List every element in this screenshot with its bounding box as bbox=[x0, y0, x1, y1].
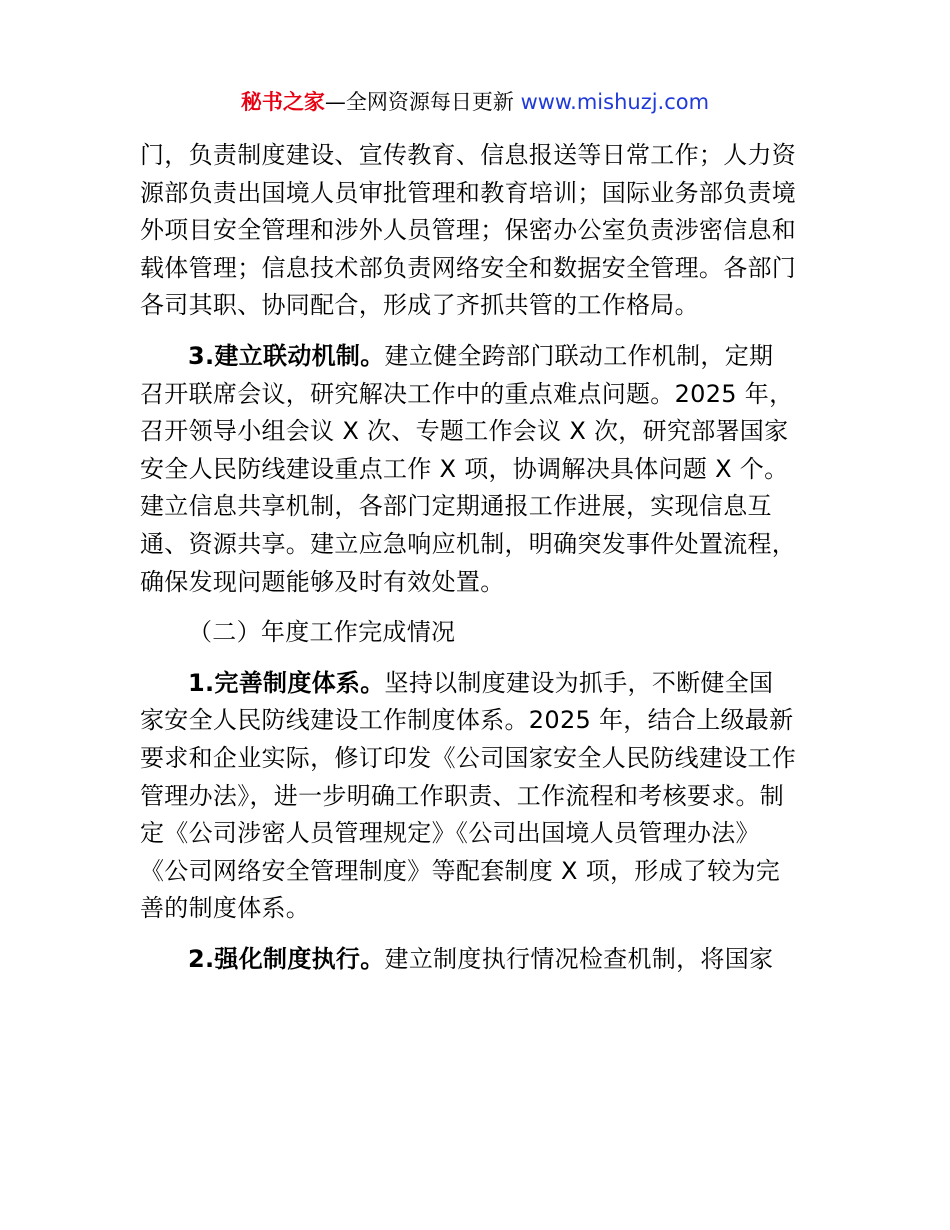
text-line: 各司其职、协同配合，形成了齐抓共管的工作格局。 bbox=[140, 291, 699, 320]
text-line: 善的制度体系。 bbox=[140, 894, 311, 923]
text-line: 《公司网络安全管理制度》等配套制度 X 项，形成了较为完 bbox=[140, 856, 781, 885]
paragraph bbox=[140, 941, 812, 979]
paragraph-first-line bbox=[140, 338, 812, 376]
header-tagline: —全网资源每日更新 bbox=[324, 90, 521, 114]
text-line: 建立信息共享机制，各部门定期通报工作进展，实现信息互 bbox=[140, 492, 772, 521]
text-line: 召开联席会议，研究解决工作中的重点难点问题。2025 年， bbox=[140, 379, 794, 408]
paragraph-heading: 3.建立联动机制。 bbox=[188, 341, 385, 370]
section-heading: （二）年度工作完成情况 bbox=[188, 618, 456, 647]
paragraph-heading: 2.强化制度执行。 bbox=[188, 944, 385, 973]
text-line: 管理办法》，进一步明确工作职责、工作流程和考核要求。制 bbox=[140, 781, 785, 810]
text-span: 建立制度执行情况检查机制，将国家 bbox=[384, 944, 774, 973]
document-body bbox=[140, 137, 812, 978]
text-line: 召开领导小组会议 X 次、专题工作会议 X 次，研究部署国家 bbox=[140, 417, 789, 446]
text-line: 源部负责出国境人员审批管理和教育培训；国际业务部负责境 bbox=[140, 178, 797, 207]
text-span: 建立健全跨部门联动工作机制，定期 bbox=[384, 341, 774, 370]
header-url[interactable]: www.mishuzj.com bbox=[520, 90, 710, 114]
paragraph-heading: 1.完善制度体系。 bbox=[188, 668, 385, 697]
text-line: 定《公司涉密人员管理规定》《公司出国境人员管理办法》 bbox=[140, 819, 760, 848]
page-header bbox=[0, 87, 950, 117]
paragraph bbox=[140, 137, 812, 325]
text-line: 通、资源共享。建立应急响应机制，明确突发事件处置流程， bbox=[140, 529, 797, 558]
header-brand: 秘书之家 bbox=[240, 90, 325, 114]
text-line: 安全人民防线建设重点工作 X 项，协调解决具体问题 X 个。 bbox=[140, 454, 789, 483]
text-line: 外项目安全管理和涉外人员管理；保密办公室负责涉密信息和 bbox=[140, 216, 797, 245]
text-span: 坚持以制度建设为抓手，不断健全国 bbox=[384, 668, 774, 697]
paragraph bbox=[140, 338, 812, 601]
paragraph-first-line bbox=[140, 665, 812, 703]
text-line: 门，负责制度建设、宣传教育、信息报送等日常工作；人力资 bbox=[140, 141, 797, 169]
text-line: 载体管理；信息技术部负责网络安全和数据安全管理。各部门 bbox=[140, 253, 797, 282]
text-line: 家安全人民防线建设工作制度体系。2025 年，结合上级最新 bbox=[140, 706, 794, 735]
paragraph-first-line bbox=[140, 941, 812, 979]
paragraph bbox=[140, 665, 812, 928]
text-line: 要求和企业实际，修订印发《公司国家安全人民防线建设工作 bbox=[140, 743, 797, 772]
text-line: 确保发现问题能够及时有效处置。 bbox=[140, 567, 505, 596]
